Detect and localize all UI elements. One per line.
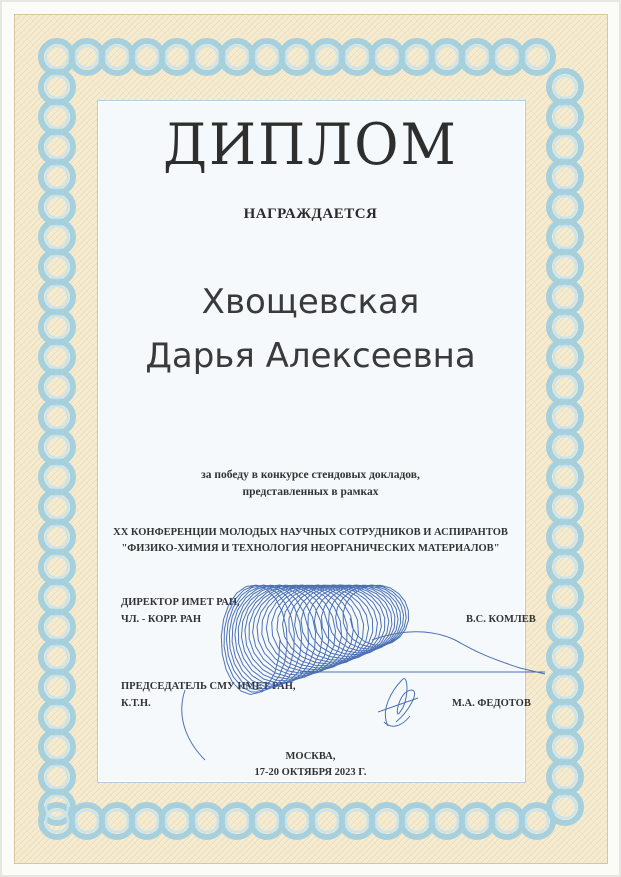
awarded-label: НАГРАЖДАЕТСЯ [243,206,378,222]
signatory-1-name: В.С. КОМЛЕВ [466,614,536,625]
event-dates: 17-20 ОКТЯБРЯ 2023 Г. [254,767,367,778]
signatory-2-name: М.А. ФЕДОТОВ [452,698,531,709]
conference-line-1: XX КОНФЕРЕНЦИИ МОЛОДЫХ НАУЧНЫХ СОТРУДНИКОВ И АСПИРАНТОВ [113,527,508,538]
signatory-1-title-1: ДИРЕКТОР ИМЕТ РАН, [121,597,240,608]
signatory-2-title-2: К.Т.Н. [121,698,151,709]
conference-line-2: "ФИЗИКО-ХИМИЯ И ТЕХНОЛОГИЯ НЕОРГАНИЧЕСКИХ МАТЕРИАЛОВ" [121,543,500,554]
recipient-given-names: Дарья Алексеевна [145,336,476,376]
diploma-title: ДИПЛОМ [163,111,458,178]
recipient-surname: Хвощевская [201,282,420,322]
city: МОСКВА, [285,751,336,762]
signatory-2-title-1: ПРЕДСЕДАТЕЛЬ СМУ ИМЕТ РАН, [121,681,296,692]
signatory-1-title-2: ЧЛ. - КОРР. РАН [121,614,202,625]
reason-line-1: за победу в конкурсе стендовых докладов, [201,469,420,481]
reason-line-2: представленных в рамках [242,486,379,498]
